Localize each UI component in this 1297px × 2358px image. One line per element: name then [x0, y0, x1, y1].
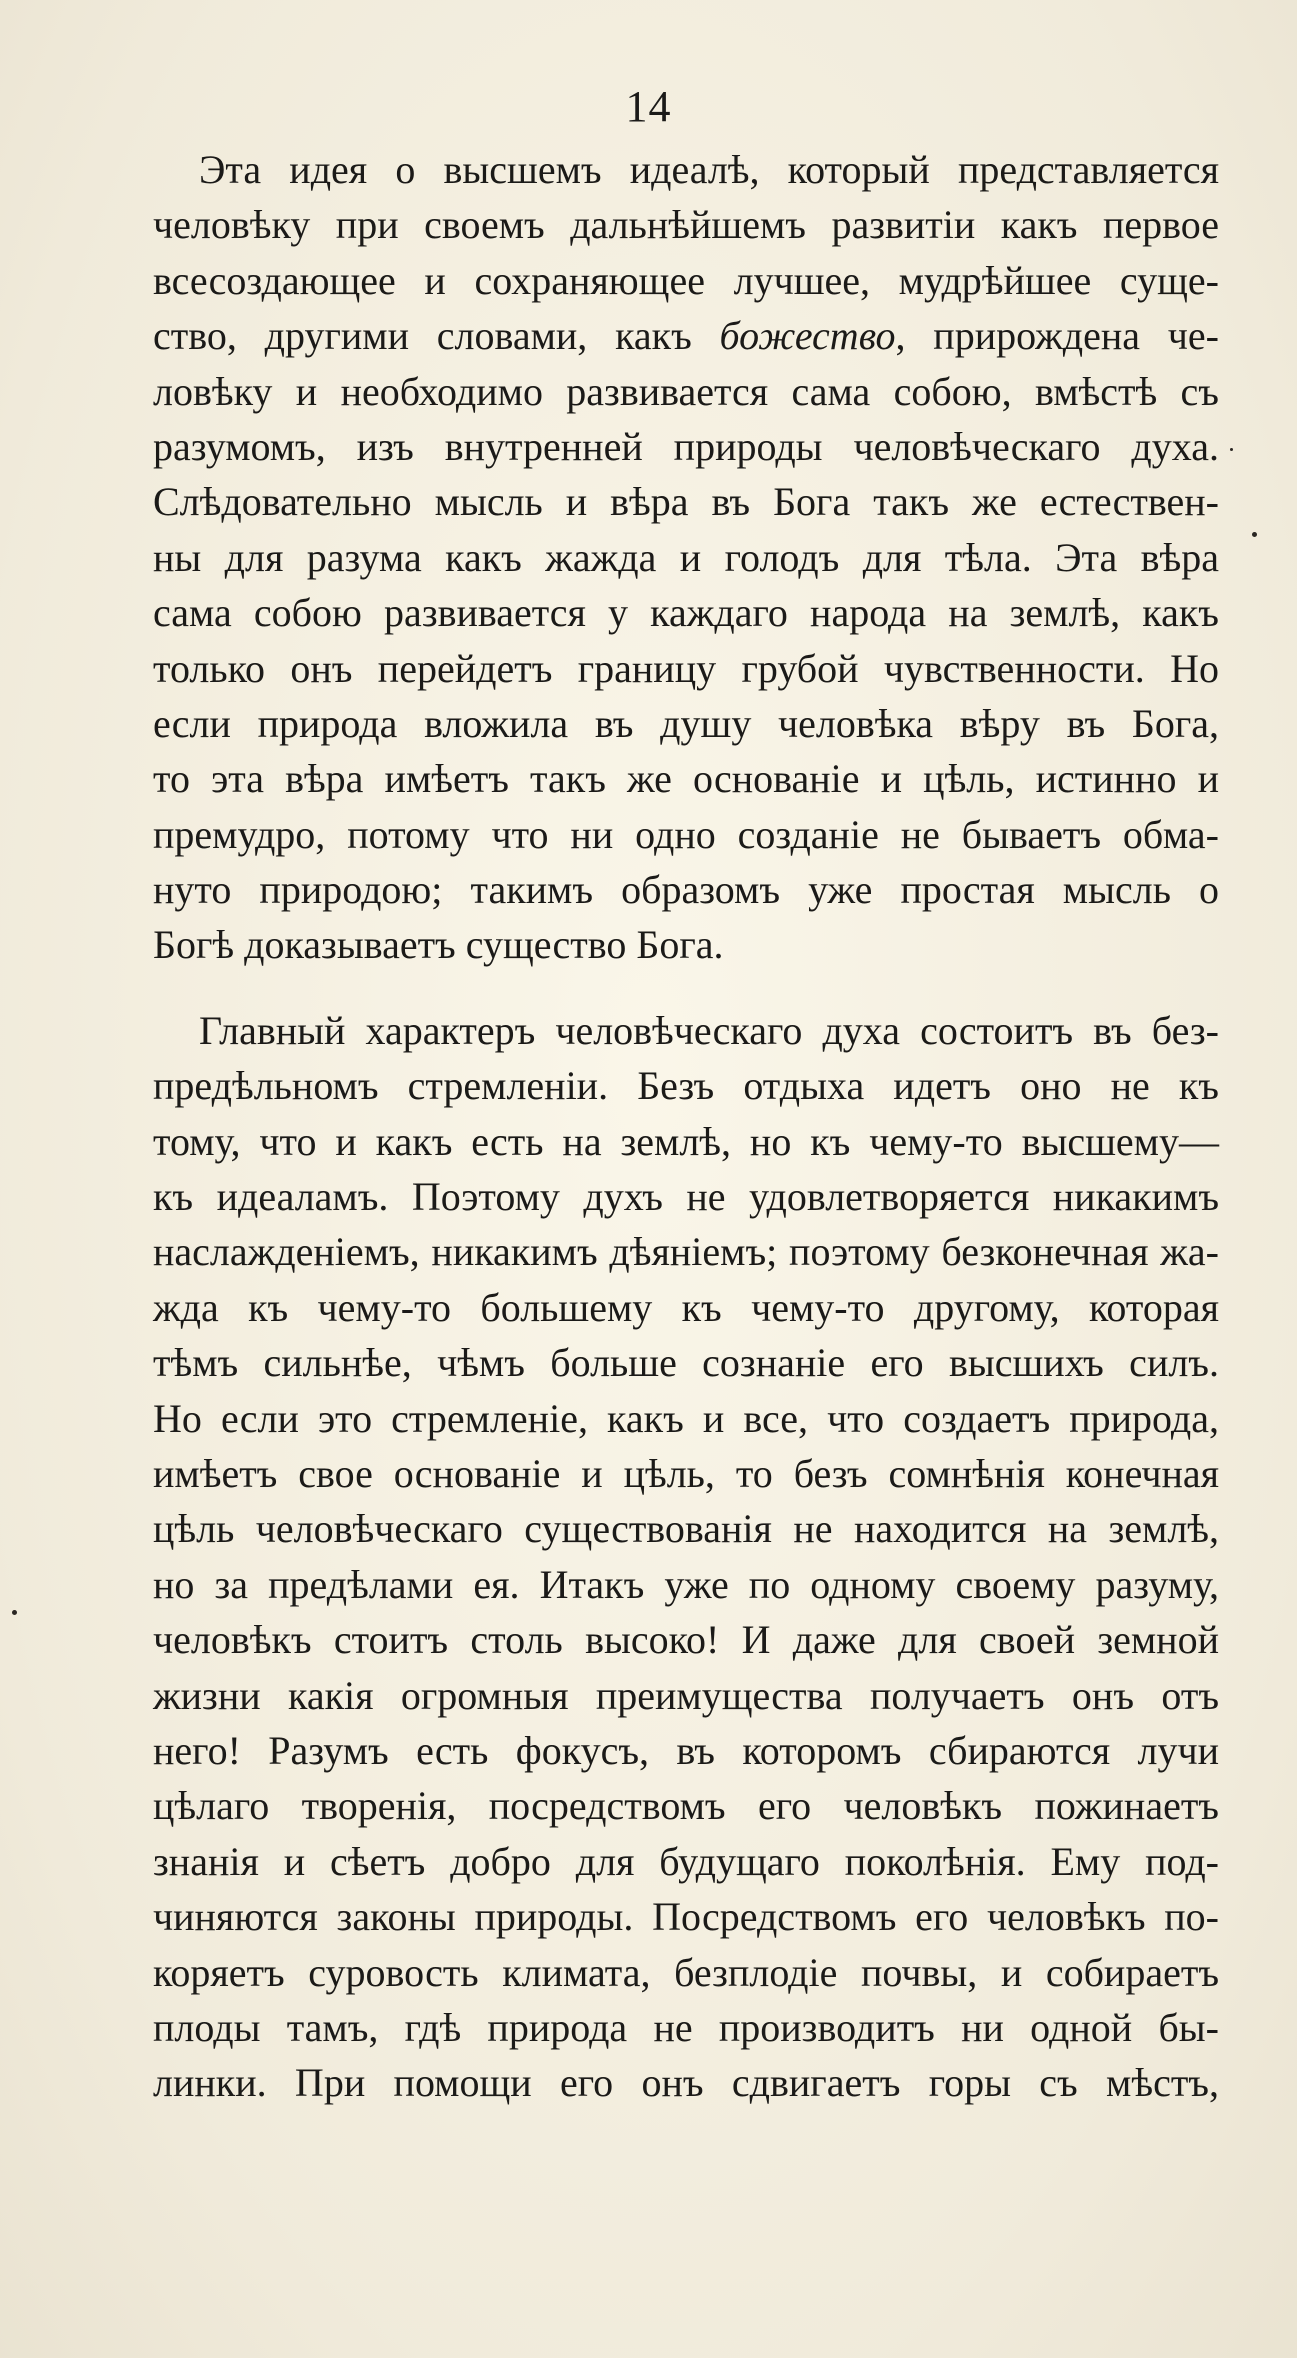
text-line: коряетъ суровость климата, безплодіе почвы, и собираетъ — [153, 1949, 1219, 1995]
text-line: предѣльномъ стремленіи. Безъ отдыха идетъ оно не къ — [153, 1063, 1219, 1109]
text-line: Но если это стремленіе, какъ и все, что создаетъ природа, — [153, 1395, 1219, 1441]
body-text — [153, 142, 1219, 2111]
text-line: сама собою развивается у каждаго народа на землѣ, какъ — [153, 590, 1219, 636]
text-line: знанія и сѣетъ добро для будущаго поколѣнія. Ему под- — [153, 1838, 1219, 1884]
text-line: линки. При помощи его онъ сдвигаетъ горы съ мѣстъ, — [153, 2060, 1219, 2106]
ink-speck — [1230, 448, 1233, 451]
text-line: нуто природою; такимъ образомъ уже простая мысль о — [153, 867, 1219, 913]
text-line: жда къ чему-то большему къ чему-то другому, которая — [153, 1284, 1219, 1330]
text-line: чиняются законы природы. Посредствомъ его человѣкъ по- — [153, 1894, 1219, 1940]
text-line: цѣлаго творенія, посредствомъ его человѣкъ пожинаетъ — [153, 1783, 1219, 1829]
text-line: къ идеаламъ. Поэтому духъ не удовлетворяется никакимъ — [153, 1174, 1219, 1220]
ink-speck — [1252, 532, 1257, 537]
paragraph-2 — [153, 1003, 1219, 2111]
page-number: 14 — [625, 82, 672, 131]
text-line: него! Разумъ есть фокусъ, въ которомъ сбираются лучи — [153, 1727, 1219, 1773]
text-line: имѣетъ свое основаніе и цѣль, то безъ сомнѣнія конечная — [153, 1450, 1219, 1496]
paragraph-gap — [153, 973, 1219, 1003]
text-line: если природа вложила въ душу человѣка вѣру въ Бога, — [153, 700, 1219, 746]
ink-speck — [12, 1610, 17, 1615]
text-line: человѣку при своемъ дальнѣйшемъ развитіи какъ первое — [153, 202, 1219, 248]
text-line: всесоздающее и сохраняющее лучшее, мудрѣйшее суще- — [153, 257, 1219, 303]
text-line: тому, что и какъ есть на землѣ, но къ чему-то высшему— — [153, 1118, 1219, 1164]
text-line: только онъ перейдетъ границу грубой чувственности. Но — [153, 645, 1219, 691]
text-line: цѣль человѣческаго существованія не находится на землѣ, — [153, 1506, 1219, 1552]
text-line: Слѣдовательно мысль и вѣра въ Бога такъ же естествен- — [153, 479, 1219, 525]
paragraph-1 — [153, 142, 1219, 973]
text-line: то эта вѣра имѣетъ такъ же основаніе и цѣль, истинно и — [153, 756, 1219, 802]
text-line: человѣкъ стоитъ столь высоко! И даже для своей земной — [153, 1617, 1219, 1663]
text-line: Эта идея о высшемъ идеалѣ, который представляется — [199, 147, 1219, 192]
italic-emphasis: божество — [719, 313, 896, 359]
text-line: наслажденіемъ, никакимъ дѣяніемъ; поэтому безконечная жа- — [153, 1229, 1219, 1275]
text-line: Богѣ доказываетъ существо Бога. — [153, 922, 724, 968]
text-line: ловѣку и необходимо развивается сама собою, вмѣстѣ съ — [153, 368, 1219, 414]
text-line: ны для разума какъ жажда и голодъ для тѣла. Эта вѣра — [153, 534, 1219, 580]
text-line: но за предѣлами ея. Итакъ уже по одному своему разуму, — [153, 1561, 1219, 1607]
text-line: разумомъ, изъ внутренней природы человѣческаго духа. — [153, 423, 1219, 469]
text-line-italic: ство, другими словами, какъ божество, прирождена че- — [153, 313, 1219, 359]
text-line: жизни какія огромныя преимущества получаетъ онъ отъ — [153, 1672, 1219, 1718]
text-line: плоды тамъ, гдѣ природа не производитъ ни одной бы- — [153, 2004, 1219, 2050]
text-line: тѣмъ сильнѣе, чѣмъ больше сознаніе его высшихъ силъ. — [153, 1340, 1219, 1386]
text-line: премудро, потому что ни одно созданіе не бываетъ обма- — [153, 811, 1219, 857]
text-line: Главный характеръ человѣческаго духа состоитъ въ без- — [199, 1007, 1219, 1053]
